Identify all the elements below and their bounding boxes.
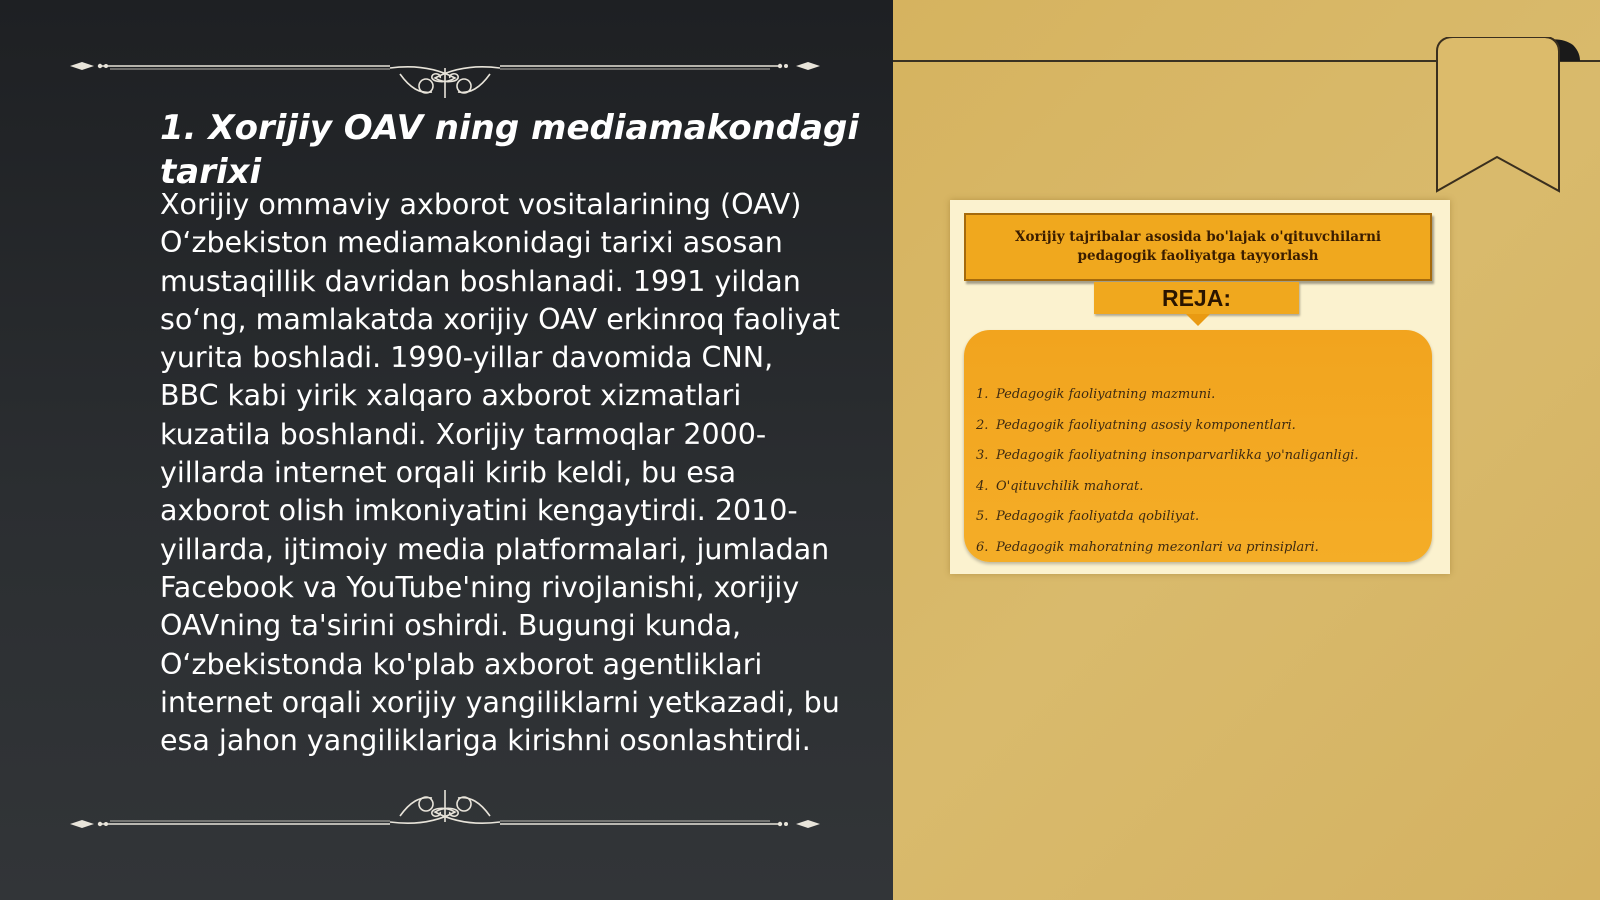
ornamental-divider-bottom — [60, 786, 830, 846]
bookmark-ribbon-icon — [1435, 37, 1580, 199]
slide-body-text: Xorijiy ommaviy axborot vositalarining (OAV) O‘zbekiston mediamakonidagi tarixi asosan mustaqillik davridan boshlanadi. 1991 yildan so‘ng, mamlakatda xorijiy OAV erkinroq faoliyat yurita boshladi. 1990-yillar davomida CNN, BBC kabi yirik xalqaro axborot xizmatlari kuzatila boshlandi. Xorijiy tarmoqlar 2000-yillarda internet orqali kirib keldi, bu esa axborot olish imkoniyatini kengaytirdi. 2010-yillarda, ijtimoiy media platformalari, jumladan Facebook va YouTube'ning rivojlanishi, xorijiy OAVning ta'sirini oshirdi. Bugungi kunda, O‘zbekistonda ko'plab axborot agentliklari internet orqali xorijiy yangiliklarni yetkazadi, bu esa jahon yangiliklariga kirishni osonlashtirdi. — [160, 188, 840, 758]
plan-image-header: Xorijiy tajribalar asosida bo'lajak o'qituvchilarni pedagogik faoliyatga tayyorlash — [964, 213, 1432, 281]
list-item: 6. Pedagogik mahoratning mezonlari va prinsiplari. — [976, 539, 1319, 555]
list-item: 5. Pedagogik faoliyatda qobiliyat. — [976, 509, 1200, 524]
ornamental-divider-top — [60, 38, 830, 98]
list-item: 2. Pedagogik faoliyatning asosiy komponentlari. — [976, 417, 1296, 433]
down-arrow-icon — [1186, 314, 1210, 326]
plan-image — [950, 200, 1450, 574]
list-item: 3. Pedagogik faoliyatning insonparvarlikka yo'naliganligi. — [976, 448, 1359, 463]
plan-list — [976, 380, 1422, 563]
slide-title: 1. Xorijiy OAV ning mediamakondagi tarixi — [160, 108, 860, 192]
list-item: 1. Pedagogik faoliyatning mazmuni. — [976, 387, 1216, 402]
reja-label: REJA: — [1094, 282, 1299, 314]
plan-list-box — [964, 330, 1432, 562]
list-item: 4. O'qituvchilik mahorat. — [976, 478, 1144, 494]
